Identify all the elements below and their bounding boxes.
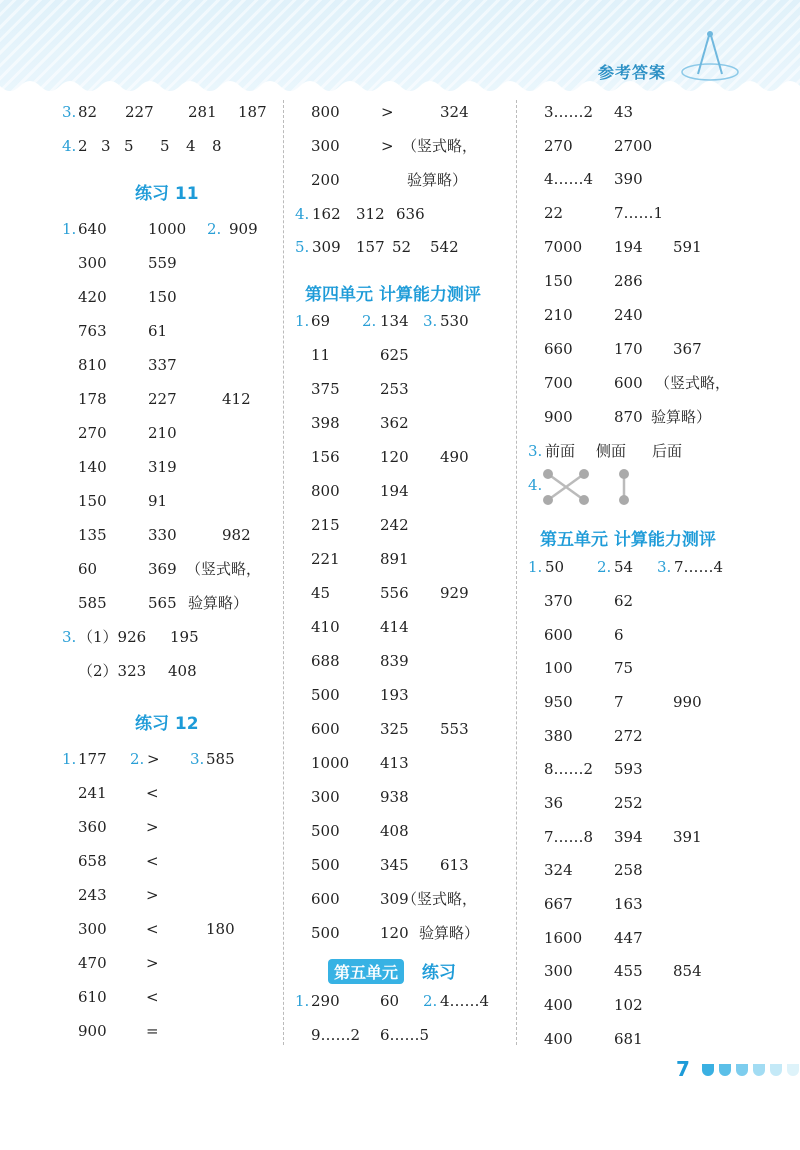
col1-answer: > bbox=[146, 954, 159, 972]
col3-question-number: 1. bbox=[528, 558, 543, 576]
col1-answer: 140 bbox=[78, 458, 107, 476]
col1-answer: 195 bbox=[170, 628, 199, 646]
col2-answer: 345 bbox=[380, 856, 409, 874]
col3-answer: 324 bbox=[544, 861, 573, 879]
col1-answer: > bbox=[147, 750, 160, 768]
col1-question-number: 1. bbox=[62, 750, 77, 768]
col3-answer: 681 bbox=[614, 1030, 643, 1048]
col1-question-number: 3. bbox=[62, 628, 77, 646]
col3-answer: 370 bbox=[544, 592, 573, 610]
col2-answer: 45 bbox=[311, 584, 331, 602]
col1-answer: 5 bbox=[124, 137, 134, 155]
col2-answer: 1000 bbox=[311, 754, 350, 772]
col3-answer: 252 bbox=[614, 794, 643, 812]
col1-answer: 177 bbox=[78, 750, 107, 768]
col2-answer: 300 bbox=[311, 788, 340, 806]
col2-answer: 891 bbox=[380, 550, 409, 568]
col3-answer: 900 bbox=[544, 408, 573, 426]
col3-answer: 591 bbox=[673, 238, 702, 256]
col3-answer: 300 bbox=[544, 962, 573, 980]
cube-view-diagram bbox=[540, 466, 640, 508]
col2-answer: 120 bbox=[380, 448, 409, 466]
column-divider-1 bbox=[283, 100, 284, 1045]
col2-answer: 500 bbox=[311, 856, 340, 874]
col3-answer: 240 bbox=[614, 306, 643, 324]
col1-answer: > bbox=[146, 818, 159, 836]
col3-answer: 367 bbox=[673, 340, 702, 358]
col2-answer: 553 bbox=[440, 720, 469, 738]
page-header bbox=[0, 0, 800, 95]
col3-answer: 7……4 bbox=[674, 558, 724, 576]
col3-answer: 600 bbox=[614, 374, 643, 392]
col1-answer: 360 bbox=[78, 818, 107, 836]
col1-answer: 8 bbox=[212, 137, 222, 155]
col2-answer: 253 bbox=[380, 380, 409, 398]
col1-answer: 640 bbox=[78, 220, 107, 238]
col3-answer: 36 bbox=[544, 794, 564, 812]
col1-answer: 241 bbox=[78, 784, 107, 802]
col1-answer: 412 bbox=[222, 390, 251, 408]
col3-answer: 3……2 bbox=[544, 103, 594, 121]
col2-answer: 221 bbox=[311, 550, 340, 568]
col2-answer: 938 bbox=[380, 788, 409, 806]
col2-answer: 556 bbox=[380, 584, 409, 602]
col2-answer: （竖式略， bbox=[402, 890, 478, 908]
col2-answer: 309 bbox=[380, 890, 409, 908]
col2-question-number: 4. bbox=[295, 205, 310, 223]
col3-answer: 7……8 bbox=[544, 828, 594, 846]
col1-question-number: 1. bbox=[62, 220, 77, 238]
col2-answer: 530 bbox=[440, 312, 469, 330]
col2-answer: 134 bbox=[380, 312, 409, 330]
col3-answer: 2700 bbox=[614, 137, 653, 155]
col1-answer: 408 bbox=[168, 662, 197, 680]
col2-answer: 500 bbox=[311, 924, 340, 942]
col1-answer: > bbox=[146, 886, 159, 904]
col1-question-number: 3. bbox=[62, 103, 77, 121]
col2-answer: 500 bbox=[311, 686, 340, 704]
col2-answer: 625 bbox=[380, 346, 409, 364]
col2-answer: 309 bbox=[312, 238, 341, 256]
col2-answer: 验算略） bbox=[419, 924, 480, 942]
col1-answer: 300 bbox=[78, 920, 107, 938]
col3-answer: 600 bbox=[544, 626, 573, 644]
col2-answer: 11 bbox=[311, 346, 331, 364]
decor-drop bbox=[770, 1064, 782, 1076]
col1-answer: 281 bbox=[188, 103, 217, 121]
col3-answer: 7000 bbox=[544, 238, 583, 256]
col2-answer: 688 bbox=[311, 652, 340, 670]
col3-question-number: 4. bbox=[528, 476, 543, 494]
decor-drop bbox=[702, 1064, 714, 1076]
col2-answer: 375 bbox=[311, 380, 340, 398]
compass-icon bbox=[680, 28, 740, 84]
col2-answer: 156 bbox=[311, 448, 340, 466]
col1-answer: < bbox=[146, 852, 159, 870]
header-title: 参考答案 bbox=[598, 63, 667, 82]
col1-answer: 610 bbox=[78, 988, 107, 1006]
col3-answer: 272 bbox=[614, 727, 643, 745]
col1-answer: 4 bbox=[186, 137, 196, 155]
col1-question-number: 2. bbox=[130, 750, 145, 768]
col3-answer: 391 bbox=[673, 828, 702, 846]
col1-answer: 420 bbox=[78, 288, 107, 306]
col1-answer: 565 bbox=[148, 594, 177, 612]
decor-drop bbox=[736, 1064, 748, 1076]
col2-answer: 162 bbox=[312, 205, 341, 223]
col3-answer: 258 bbox=[614, 861, 643, 879]
col2-answer: 413 bbox=[380, 754, 409, 772]
col2-answer: 800 bbox=[311, 482, 340, 500]
col1-question-number: 3. bbox=[190, 750, 205, 768]
col2-answer: 414 bbox=[380, 618, 409, 636]
decor-drop bbox=[753, 1064, 765, 1076]
col2-answer: 300 bbox=[311, 137, 340, 155]
col3-answer: 6 bbox=[614, 626, 624, 644]
col1-answer: 585 bbox=[78, 594, 107, 612]
col2-answer: 验算略） bbox=[407, 171, 468, 189]
col3-answer: 194 bbox=[614, 238, 643, 256]
col2-answer: 800 bbox=[311, 103, 340, 121]
col2-answer: 600 bbox=[311, 720, 340, 738]
col2-answer: （竖式略， bbox=[402, 137, 478, 155]
column-divider-2 bbox=[516, 100, 517, 1045]
col1-answer: < bbox=[146, 988, 159, 1006]
col2-question-number: 2. bbox=[423, 992, 438, 1010]
col1-answer: 330 bbox=[148, 526, 177, 544]
col1-answer: （竖式略， bbox=[186, 560, 262, 578]
col2-answer: 242 bbox=[380, 516, 409, 534]
col1-answer: 5 bbox=[160, 137, 170, 155]
col1-answer: 150 bbox=[148, 288, 177, 306]
col3-answer: 54 bbox=[614, 558, 634, 576]
col3-answer: 50 bbox=[545, 558, 565, 576]
col2-answer: 157 bbox=[356, 238, 385, 256]
col2-answer: 929 bbox=[440, 584, 469, 602]
col1-answer: 470 bbox=[78, 954, 107, 972]
col1-answer: 210 bbox=[148, 424, 177, 442]
col3-answer: 7 bbox=[614, 693, 624, 711]
col3-answer: （竖式略， bbox=[655, 374, 731, 392]
col1-question-number: 2. bbox=[207, 220, 222, 238]
col1-answer: 559 bbox=[148, 254, 177, 272]
col1-answer: 82 bbox=[78, 103, 98, 121]
col3-answer: 380 bbox=[544, 727, 573, 745]
col1-question-number: 4. bbox=[62, 137, 77, 155]
col2-question-number: 3. bbox=[423, 312, 438, 330]
col1-answer: < bbox=[146, 920, 159, 938]
col2-answer: 613 bbox=[440, 856, 469, 874]
col1-answer: 900 bbox=[78, 1022, 107, 1040]
col3-answer: 62 bbox=[614, 592, 634, 610]
col1-answer: 982 bbox=[222, 526, 251, 544]
col1-answer: 369 bbox=[148, 560, 177, 578]
col3-answer: 593 bbox=[614, 760, 643, 778]
section-title-text: 练习 bbox=[416, 963, 456, 983]
col3-answer: 400 bbox=[544, 996, 573, 1014]
col1-answer: 91 bbox=[148, 492, 168, 510]
col2-answer: 9……2 bbox=[311, 1026, 361, 1044]
col2-answer: 542 bbox=[430, 238, 459, 256]
col3-answer: 43 bbox=[614, 103, 634, 121]
col3-question-number: 3. bbox=[528, 442, 543, 460]
col3-answer: 700 bbox=[544, 374, 573, 392]
col2-answer: 193 bbox=[380, 686, 409, 704]
col1-answer: 658 bbox=[78, 852, 107, 870]
col1-answer: 135 bbox=[78, 526, 107, 544]
col2-answer: 215 bbox=[311, 516, 340, 534]
col2-answer: 6……5 bbox=[380, 1026, 430, 1044]
col3-answer: 100 bbox=[544, 659, 573, 677]
col2-answer: 600 bbox=[311, 890, 340, 908]
col2-question-number: 5. bbox=[295, 238, 310, 256]
col3-answer: 286 bbox=[614, 272, 643, 290]
col1-answer: 227 bbox=[125, 103, 154, 121]
col1-answer: 909 bbox=[229, 220, 258, 238]
col2-answer: 362 bbox=[380, 414, 409, 432]
col3-answer: 990 bbox=[673, 693, 702, 711]
col1-answer: = bbox=[146, 1022, 159, 1040]
col3-answer: 394 bbox=[614, 828, 643, 846]
col2-answer: 312 bbox=[356, 205, 385, 223]
col1-answer: 61 bbox=[148, 322, 168, 340]
col1-answer: 178 bbox=[78, 390, 107, 408]
col3-answer: 400 bbox=[544, 1030, 573, 1048]
col1-answer: 227 bbox=[148, 390, 177, 408]
section-badge: 第五单元 bbox=[328, 959, 404, 984]
col3-answer: 1600 bbox=[544, 929, 583, 947]
col3-answer: 163 bbox=[614, 895, 643, 913]
col3-answer: 270 bbox=[544, 137, 573, 155]
col3-answer: 170 bbox=[614, 340, 643, 358]
col1-answer: 270 bbox=[78, 424, 107, 442]
col3-answer: 447 bbox=[614, 929, 643, 947]
col3-answer: 210 bbox=[544, 306, 573, 324]
decor-drop bbox=[719, 1064, 731, 1076]
col2-answer: 325 bbox=[380, 720, 409, 738]
col2-answer: 60 bbox=[380, 992, 400, 1010]
section-title-practice-12: 练习 12 bbox=[135, 714, 199, 734]
section-title-unit4-assessment: 第四单元 计算能力测评 bbox=[305, 285, 481, 305]
col3-answer: 150 bbox=[544, 272, 573, 290]
col1-answer: 180 bbox=[206, 920, 235, 938]
col3-question-number: 3. bbox=[657, 558, 672, 576]
col2-answer: 410 bbox=[311, 618, 340, 636]
col3-answer: 7……1 bbox=[614, 204, 664, 222]
col1-answer: 319 bbox=[148, 458, 177, 476]
col1-answer: 585 bbox=[206, 750, 235, 768]
col2-question-number: 2. bbox=[362, 312, 377, 330]
col1-answer: 187 bbox=[238, 103, 267, 121]
col1-answer: 验算略） bbox=[188, 594, 249, 612]
col1-answer: 300 bbox=[78, 254, 107, 272]
col3-answer: 390 bbox=[614, 170, 643, 188]
col1-answer: 60 bbox=[78, 560, 98, 578]
col2-answer: 490 bbox=[440, 448, 469, 466]
col2-question-number: 1. bbox=[295, 992, 310, 1010]
col3-answer: 667 bbox=[544, 895, 573, 913]
col2-answer: 194 bbox=[380, 482, 409, 500]
col2-answer: 500 bbox=[311, 822, 340, 840]
col1-answer: （2）323 bbox=[78, 662, 147, 680]
col3-answer: 侧面 bbox=[596, 442, 627, 460]
col2-answer: 200 bbox=[311, 171, 340, 189]
col1-answer: 243 bbox=[78, 886, 107, 904]
col2-answer: 69 bbox=[311, 312, 331, 330]
col1-answer: （1）926 bbox=[78, 628, 147, 646]
col1-answer: 337 bbox=[148, 356, 177, 374]
col3-answer: 870 bbox=[614, 408, 643, 426]
page-number: 7 bbox=[676, 1057, 690, 1081]
col2-answer: 52 bbox=[392, 238, 412, 256]
col2-question-number: 1. bbox=[295, 312, 310, 330]
section-title-unit5-assessment: 第五单元 计算能力测评 bbox=[540, 530, 716, 550]
col2-answer: 290 bbox=[311, 992, 340, 1010]
col2-answer: 408 bbox=[380, 822, 409, 840]
col3-question-number: 2. bbox=[597, 558, 612, 576]
col3-answer: 455 bbox=[614, 962, 643, 980]
col1-answer: 2 bbox=[78, 137, 88, 155]
section-title-unit5-practice bbox=[328, 958, 456, 984]
col2-answer: 324 bbox=[440, 103, 469, 121]
col3-answer: 验算略） bbox=[651, 408, 712, 426]
col2-answer: 4……4 bbox=[440, 992, 490, 1010]
col3-answer: 前面 bbox=[545, 442, 576, 460]
col3-answer: 8……2 bbox=[544, 760, 594, 778]
col3-answer: 950 bbox=[544, 693, 573, 711]
col2-answer: 398 bbox=[311, 414, 340, 432]
col3-answer: 后面 bbox=[652, 442, 683, 460]
col1-answer: 810 bbox=[78, 356, 107, 374]
col3-answer: 854 bbox=[673, 962, 702, 980]
col1-answer: 1000 bbox=[148, 220, 187, 238]
col2-answer: 636 bbox=[396, 205, 425, 223]
col1-answer: 763 bbox=[78, 322, 107, 340]
col1-answer: 3 bbox=[101, 137, 111, 155]
col2-answer: 120 bbox=[380, 924, 409, 942]
col2-answer: > bbox=[381, 137, 394, 155]
col3-answer: 4……4 bbox=[544, 170, 594, 188]
col3-answer: 75 bbox=[614, 659, 634, 677]
section-title-practice-11: 练习 11 bbox=[135, 184, 199, 204]
col3-answer: 22 bbox=[544, 204, 564, 222]
decor-drop bbox=[787, 1064, 799, 1076]
col1-answer: 150 bbox=[78, 492, 107, 510]
col2-answer: > bbox=[381, 103, 394, 121]
col3-answer: 660 bbox=[544, 340, 573, 358]
col1-answer: < bbox=[146, 784, 159, 802]
col3-answer: 102 bbox=[614, 996, 643, 1014]
col2-answer: 839 bbox=[380, 652, 409, 670]
